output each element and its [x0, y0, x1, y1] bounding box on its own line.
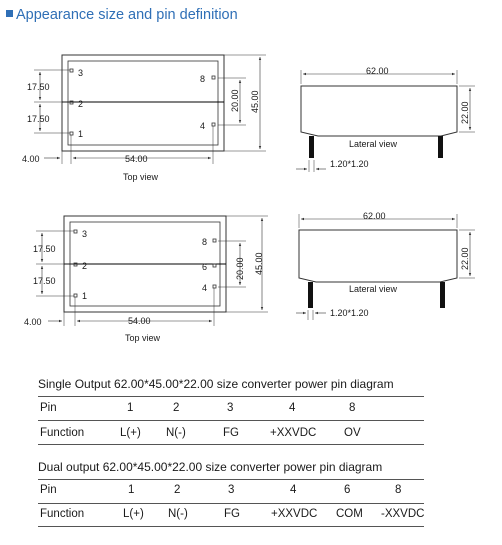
single-function-cell: N(-): [166, 427, 186, 439]
dual-pin-cell: 6: [344, 484, 351, 496]
dual-table-rule-top: [38, 479, 424, 480]
single-pin-label-1: 1: [78, 129, 84, 139]
single-dim-offset: 4.00: [22, 154, 40, 164]
single-dim-pin-span: 54.00: [125, 154, 148, 164]
single-lateral-dim-pin: 1.20*1.20: [330, 159, 369, 169]
dual-function-cell: L(+): [123, 508, 144, 520]
dual-function-cell: FG: [224, 508, 240, 520]
single-pin-label-4: 4: [200, 121, 206, 131]
single-dim-pitch-lower: 17.50: [27, 114, 50, 124]
dual-top-view-caption: Top view: [125, 333, 161, 343]
dual-dim-pin-row: 20.00: [235, 257, 245, 280]
single-dim-pin-row: 20.00: [230, 89, 240, 112]
single-lateral-outline: [301, 86, 457, 136]
dual-dim-height: 45.00: [254, 252, 264, 275]
single-pin-cell: 1: [127, 402, 134, 414]
dual-function-cell: N(-): [168, 508, 188, 520]
dual-pin-4-marker: [213, 285, 216, 288]
single-lateral-pin-right: [438, 136, 443, 158]
dual-lateral-view: [296, 214, 475, 320]
dual-pin-label-2: 2: [82, 261, 88, 271]
single-function-cell: +XXVDC: [270, 427, 317, 439]
single-function-cell: FG: [223, 427, 239, 439]
dual-pin-label-1: 1: [82, 291, 88, 301]
single-lateral-dim-height: 22.00: [460, 101, 470, 124]
single-lateral-view: [296, 70, 475, 172]
dual-pin-cell: 2: [174, 484, 181, 496]
dual-table-rule-bottom: [38, 526, 424, 527]
single-pin-cell: 4: [289, 402, 296, 414]
dual-function-cell: COM: [336, 508, 363, 520]
dual-dim-offset: 4.00: [24, 317, 42, 327]
single-function-header: Function: [40, 427, 85, 439]
single-table-rule-top: [38, 396, 424, 397]
single-dim-pitch-upper: 17.50: [27, 82, 50, 92]
dual-pin-label-3: 3: [82, 229, 88, 239]
dual-lateral-dim-height: 22.00: [460, 247, 470, 270]
dual-lateral-dim-pin: 1.20*1.20: [330, 308, 369, 318]
single-dim-height: 45.00: [250, 90, 260, 113]
dual-pin-8-marker: [213, 239, 216, 242]
dual-dim-pitch-lower: 17.50: [33, 276, 56, 286]
single-table-title: Single Output 62.00*45.00*22.00 size converter power pin diagram: [38, 377, 394, 391]
single-function-cell: L(+): [120, 427, 141, 439]
dual-lateral-pin-right: [440, 282, 445, 308]
dual-dim-pitch-upper: 17.50: [33, 244, 56, 254]
single-pin-cell: 3: [227, 402, 234, 414]
single-table-rule-bottom: [38, 444, 424, 445]
dual-lateral-caption: Lateral view: [349, 284, 398, 294]
dual-table-rule-mid: [38, 503, 424, 504]
single-pin-4-marker: [212, 123, 215, 126]
single-top-outline: [62, 55, 224, 151]
single-pin-3-marker: [70, 69, 73, 72]
dual-lateral-outline: [299, 230, 457, 282]
dual-pin-header: Pin: [40, 484, 57, 496]
dual-top-view-labels: [24, 229, 264, 343]
single-pin-cell: 2: [173, 402, 180, 414]
single-lateral-caption: Lateral view: [349, 139, 398, 149]
dual-pin-label-6: 6: [202, 262, 208, 272]
single-function-cell: OV: [344, 427, 361, 439]
single-pin-header: Pin: [40, 402, 57, 414]
dual-pin-cell: 1: [128, 484, 135, 496]
single-lateral-labels: [330, 66, 470, 169]
single-top-inner-outline: [68, 61, 218, 145]
dual-pin-1-marker: [74, 294, 77, 297]
dual-pin-3-marker: [74, 230, 77, 233]
single-pin-label-8: 8: [200, 74, 206, 84]
dual-function-header: Function: [40, 508, 85, 520]
dual-lateral-labels: [330, 211, 470, 318]
dual-lateral-pin-left: [308, 282, 313, 308]
dual-function-cell: +XXVDC: [271, 508, 318, 520]
dual-pin-cell: 8: [395, 484, 402, 496]
dual-table-title: Dual output 62.00*45.00*22.00 size converter power pin diagram: [38, 460, 383, 474]
dual-pin-cell: 4: [290, 484, 297, 496]
single-lateral-dim-length: 62.00: [366, 66, 389, 76]
dual-pin-label-4: 4: [202, 283, 208, 293]
single-pin-label-3: 3: [78, 68, 84, 78]
single-pin-1-marker: [70, 132, 73, 135]
single-pin-label-2: 2: [78, 99, 84, 109]
dual-dim-pin-span: 54.00: [128, 316, 151, 326]
single-lateral-pin-left: [309, 136, 314, 158]
single-pin-cell: 8: [349, 402, 356, 414]
section-heading-text: Appearance size and pin definition: [16, 7, 238, 23]
dual-pin-cell: 3: [228, 484, 235, 496]
single-top-view-caption: Top view: [123, 172, 159, 182]
dual-lateral-dim-length: 62.00: [363, 211, 386, 221]
dual-function-cell: -XXVDC: [381, 508, 425, 520]
dual-pin-label-8: 8: [202, 237, 208, 247]
dual-top-view: [36, 216, 268, 326]
single-pin-8-marker: [212, 76, 215, 79]
single-table-rule-mid: [38, 420, 424, 421]
